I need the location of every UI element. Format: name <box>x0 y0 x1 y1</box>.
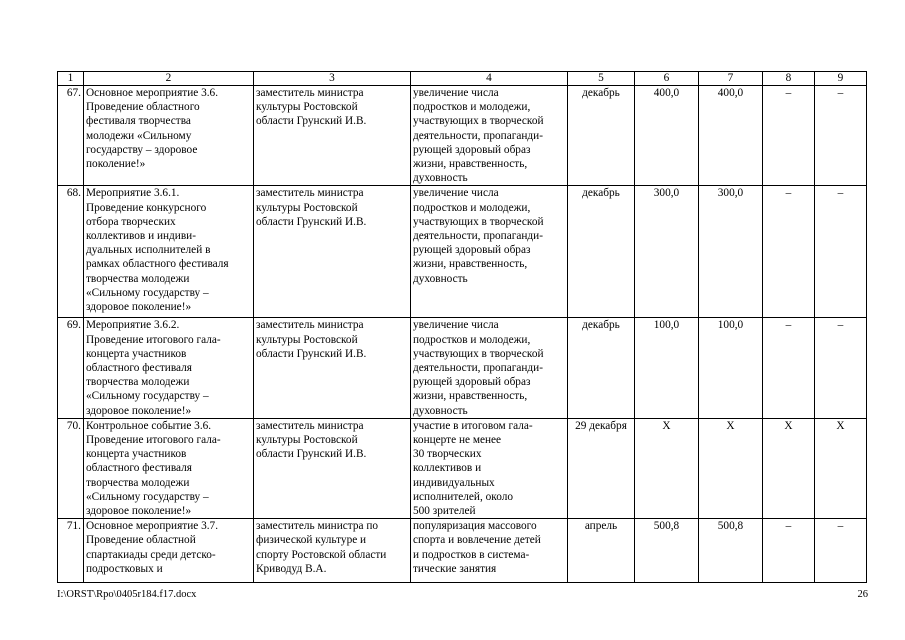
activity-cell-line: здоровое поколение!» <box>86 301 192 314</box>
result-cell <box>411 186 568 318</box>
date-cell: 29 декабря <box>568 418 635 518</box>
value-cell-7: 500,8 <box>699 519 763 583</box>
activity-cell-line: фестиваля творчества <box>86 115 191 128</box>
activity-cell-line: коллективов и индиви- <box>86 230 196 243</box>
activity-cell-line: творчества молодежи <box>86 476 190 489</box>
result-cell-line: увеличение числа <box>413 87 499 99</box>
activity-cell-line: Контрольное событие 3.6. <box>86 419 212 432</box>
activity-cell-line: Проведение областного <box>86 101 200 114</box>
activity-cell-line: концерта участников <box>86 347 187 360</box>
result-cell-line: индивидуальных <box>413 476 495 489</box>
activity-cell-line: концерта участников <box>86 448 187 461</box>
result-cell-line: исполнителей, около <box>413 490 513 503</box>
value-cell-6: 100,0 <box>635 318 699 418</box>
responsible-cell-line: заместитель министра <box>256 87 364 99</box>
value-cell-8: – <box>763 86 815 186</box>
value-cell-8: X <box>763 418 815 518</box>
activity-cell-line: Основное мероприятие 3.6. <box>86 87 219 99</box>
value-cell-8: – <box>763 318 815 418</box>
result-cell-line: духовность <box>413 172 468 185</box>
row-number: 67. <box>58 86 84 186</box>
result-cell-line: подростков и молодежи, <box>413 333 531 346</box>
activity-cell-line: творчества молодежи <box>86 376 190 389</box>
result-cell <box>411 418 568 518</box>
result-cell-line: участвующих в творческой <box>413 347 544 360</box>
result-cell-line: 30 творческих <box>413 448 482 461</box>
responsible-cell-line: заместитель министра <box>256 187 364 200</box>
result-cell-line: спорта и вовлечение детей <box>413 534 541 547</box>
activity-cell-line: спартакиады среди детско- <box>86 548 216 561</box>
value-cell-9: – <box>815 186 867 318</box>
responsible-cell <box>254 318 411 418</box>
result-cell-line: популяризация массового <box>413 520 537 533</box>
date-cell: декабрь <box>568 86 635 186</box>
responsible-cell-line: области Грунский И.В. <box>256 115 367 128</box>
activity-cell-line: «Сильному государству – <box>86 390 209 403</box>
activity-cell-line: Мероприятие 3.6.2. <box>86 319 180 332</box>
result-cell-line: жизни, нравственность, <box>413 158 528 171</box>
table-body <box>58 86 867 583</box>
responsible-cell-line: заместитель министра <box>256 319 364 332</box>
footer-page-number: 26 <box>857 589 868 600</box>
activity-cell-line: «Сильному государству – <box>86 286 209 299</box>
activity-cell <box>84 519 254 583</box>
value-cell-6: 400,0 <box>635 86 699 186</box>
responsible-cell-line: культуры Ростовской <box>256 434 358 447</box>
activity-cell-line: молодежи «Сильному <box>86 129 192 142</box>
responsible-cell-line: заместитель министра по <box>256 520 379 533</box>
activity-cell-line: здоровое поколение!» <box>86 404 192 417</box>
result-cell-line: участвующих в творческой <box>413 115 544 128</box>
header-row <box>58 72 867 86</box>
activity-cell-line: рамках областного фестиваля <box>86 258 229 271</box>
result-cell-line: рующей здоровый образ <box>413 143 531 156</box>
value-cell-9: X <box>815 418 867 518</box>
responsible-cell-line: Криводуд В.А. <box>256 562 327 575</box>
responsible-cell-line: культуры Ростовской <box>256 333 358 346</box>
result-cell-line: увеличение числа <box>413 187 499 200</box>
activity-cell-line: дуальных исполнителей в <box>86 244 211 257</box>
activity-cell-line: областного фестиваля <box>86 362 192 375</box>
column-header-2: 2 <box>84 72 254 86</box>
result-cell <box>411 519 568 583</box>
responsible-cell <box>254 418 411 518</box>
column-header-9: 9 <box>815 72 867 86</box>
value-cell-7: 100,0 <box>699 318 763 418</box>
date-cell: декабрь <box>568 186 635 318</box>
activity-cell-line: отбора творческих <box>86 215 176 228</box>
table-row <box>58 86 867 186</box>
row-number: 71. <box>58 519 84 583</box>
date-cell: апрель <box>568 519 635 583</box>
responsible-cell-line: культуры Ростовской <box>256 101 358 114</box>
responsible-cell-line: культуры Ростовской <box>256 201 358 214</box>
result-cell-line: рующей здоровый образ <box>413 244 531 257</box>
result-cell-line: деятельности, пропаганди- <box>413 230 543 243</box>
activity-cell-line: Основное мероприятие 3.7. <box>86 520 219 533</box>
responsible-cell <box>254 519 411 583</box>
table-row <box>58 418 867 518</box>
column-header-8: 8 <box>763 72 815 86</box>
result-cell <box>411 86 568 186</box>
result-cell-line: и подростков в система- <box>413 548 530 561</box>
value-cell-9: – <box>815 86 867 186</box>
result-cell-line: концерте не менее <box>413 434 502 447</box>
value-cell-6: 500,8 <box>635 519 699 583</box>
responsible-cell <box>254 86 411 186</box>
result-cell-line: подростков и молодежи, <box>413 101 531 114</box>
result-cell-line: подростков и молодежи, <box>413 201 531 214</box>
result-cell-line: увеличение числа <box>413 319 499 332</box>
responsible-cell-line: области Грунский И.В. <box>256 347 367 360</box>
activity-cell-line: творчества молодежи <box>86 272 190 285</box>
result-cell-line: духовность <box>413 404 468 417</box>
row-number: 69. <box>58 318 84 418</box>
result-cell-line: жизни, нравственность, <box>413 258 528 271</box>
result-cell-line: коллективов и <box>413 462 482 475</box>
column-header-6: 6 <box>635 72 699 86</box>
result-cell-line: деятельности, пропаганди- <box>413 129 543 142</box>
result-cell-line: 500 зрителей <box>413 505 476 518</box>
result-cell-line: рующей здоровый образ <box>413 376 531 389</box>
responsible-cell-line: физической культуре и <box>256 534 367 547</box>
activity-cell-line: Проведение итогового гала- <box>86 434 221 447</box>
result-cell-line: жизни, нравственность, <box>413 390 528 403</box>
activity-cell-line: здоровое поколение!» <box>86 505 192 518</box>
date-cell: декабрь <box>568 318 635 418</box>
activity-cell <box>84 318 254 418</box>
column-header-7: 7 <box>699 72 763 86</box>
value-cell-9: – <box>815 519 867 583</box>
activity-cell <box>84 186 254 318</box>
footer-file-path: I:\ORST\Rpo\0405r184.f17.docx <box>57 589 197 600</box>
value-cell-6: X <box>635 418 699 518</box>
result-cell-line: участвующих в творческой <box>413 215 544 228</box>
result-cell-line: тические занятия <box>413 562 497 575</box>
column-header-5: 5 <box>568 72 635 86</box>
row-number: 68. <box>58 186 84 318</box>
value-cell-7: 400,0 <box>699 86 763 186</box>
value-cell-8: – <box>763 519 815 583</box>
responsible-cell <box>254 186 411 318</box>
table-row <box>58 186 867 318</box>
responsible-cell-line: области Грунский И.В. <box>256 215 367 228</box>
activity-cell-line: Проведение областной <box>86 534 196 547</box>
activity-cell-line: «Сильному государству – <box>86 490 209 503</box>
result-cell-line: участие в итоговом гала- <box>413 419 533 432</box>
activity-cell-line: областного фестиваля <box>86 462 192 475</box>
responsible-cell-line: заместитель министра <box>256 419 364 432</box>
column-header-1: 1 <box>58 72 84 86</box>
activity-cell-line: Проведение конкурсного <box>86 201 207 214</box>
result-cell-line: духовность <box>413 272 468 285</box>
row-number: 70. <box>58 418 84 518</box>
column-header-4: 4 <box>411 72 568 86</box>
column-header-3: 3 <box>254 72 411 86</box>
activity-cell <box>84 418 254 518</box>
activity-cell-line: поколение!» <box>86 158 146 171</box>
value-cell-6: 300,0 <box>635 186 699 318</box>
activity-cell-line: Мероприятие 3.6.1. <box>86 187 180 200</box>
value-cell-7: 300,0 <box>699 186 763 318</box>
value-cell-7: X <box>699 418 763 518</box>
value-cell-8: – <box>763 186 815 318</box>
result-cell <box>411 318 568 418</box>
activity-cell-line: подростковых и <box>86 562 163 575</box>
responsible-cell-line: области Грунский И.В. <box>256 448 367 461</box>
table-row <box>58 519 867 583</box>
table-row <box>58 318 867 418</box>
value-cell-9: – <box>815 318 867 418</box>
responsible-cell-line: спорту Ростовской области <box>256 548 387 561</box>
result-cell-line: деятельности, пропаганди- <box>413 362 543 375</box>
activity-cell-line: Проведение итогового гала- <box>86 333 221 346</box>
activity-cell-line: государству – здоровое <box>86 143 198 156</box>
activity-cell <box>84 86 254 186</box>
plan-table <box>57 71 867 583</box>
